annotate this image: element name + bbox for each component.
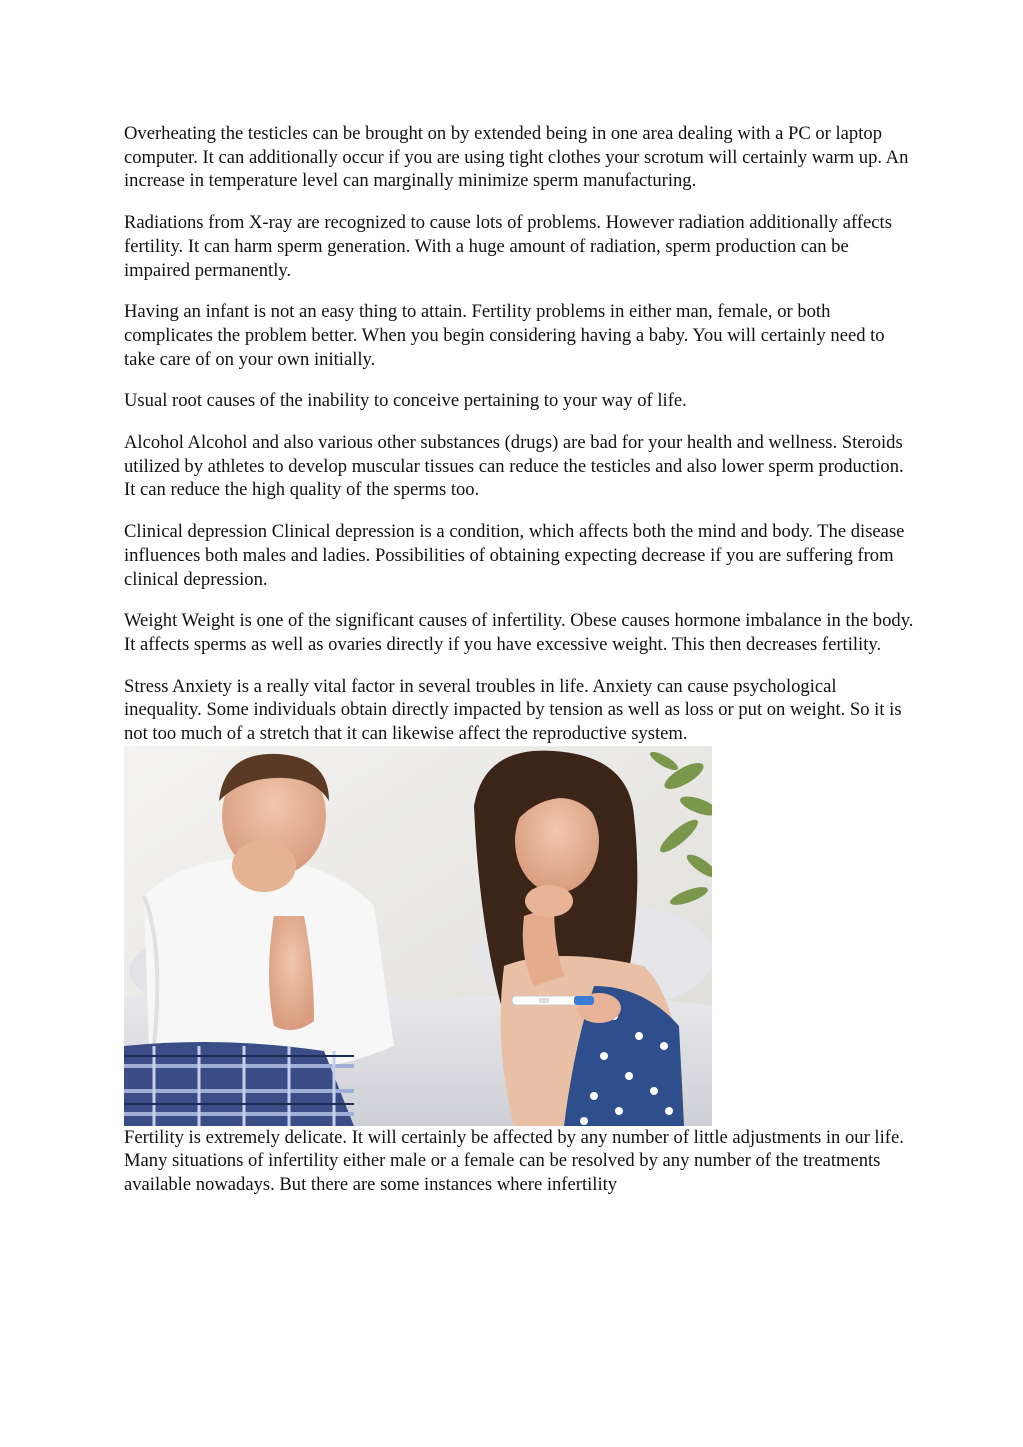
paragraph-overheating: Overheating the testicles can be brought on by extended being in one area dealing with a PC or laptop computer. It can additionally occur if you are using tight clothes your scrotum will certainly warm up. An increase in temperature level can marginally minimize sperm manufacturing.: [124, 123, 909, 192]
paragraph-stress: Stress Anxiety is a really vital factor in several troubles in life. Anxiety can cause psychological inequality. Some individuals obtain directly impacted by tension as well as loss or put on weight. So it is not too much of a stretch that it can likewise affect the reproductive system.: [124, 675, 902, 745]
paragraph-depression: Clinical depression Clinical depression is a condition, which affects both the mind and body. The disease influences both males and ladies. Possibilities of obtaining expecting decrease if you are suffering from clinical depression.: [124, 521, 905, 590]
paragraph-weight: Weight Weight is one of the significant causes of infertility. Obese causes hormone imbalance in the body. It affects sperms as well as ovaries directly if you have excessive weight. This then decreases fertility.: [124, 610, 914, 655]
paragraph-alcohol: Alcohol Alcohol and also various other substances (drugs) are bad for your health and wellness. Steroids utilized by athletes to develop muscular tissues can reduce the testicles and also lower sperm production. It can reduce the high quality of the sperms too.: [124, 432, 904, 501]
paragraph-root-causes: Usual root causes of the inability to conceive pertaining to your way of life.: [124, 390, 687, 412]
paragraph-having-infant: Having an infant is not an easy thing to attain. Fertility problems in either man, female, or both complicates the problem better. When you begin considering having a baby. You will certainly need to take care of on your own initially.: [124, 301, 885, 370]
paragraph-radiation: Radiations from X-ray are recognized to cause lots of problems. However radiation additionally affects fertility. It can harm sperm generation. With a huge amount of radiation, sperm production can be impaired permanently.: [124, 212, 892, 281]
paragraph-fertility-delicate: Fertility is extremely delicate. It will certainly be affected by any number of little adjustments in our life. Many situations of infertility either male or a female can be resolved by any number of the treatments available nowadays. But there are some instances where infertility: [124, 1126, 904, 1196]
document-body: [124, 122, 914, 1215]
couple-photo: [124, 746, 712, 1126]
